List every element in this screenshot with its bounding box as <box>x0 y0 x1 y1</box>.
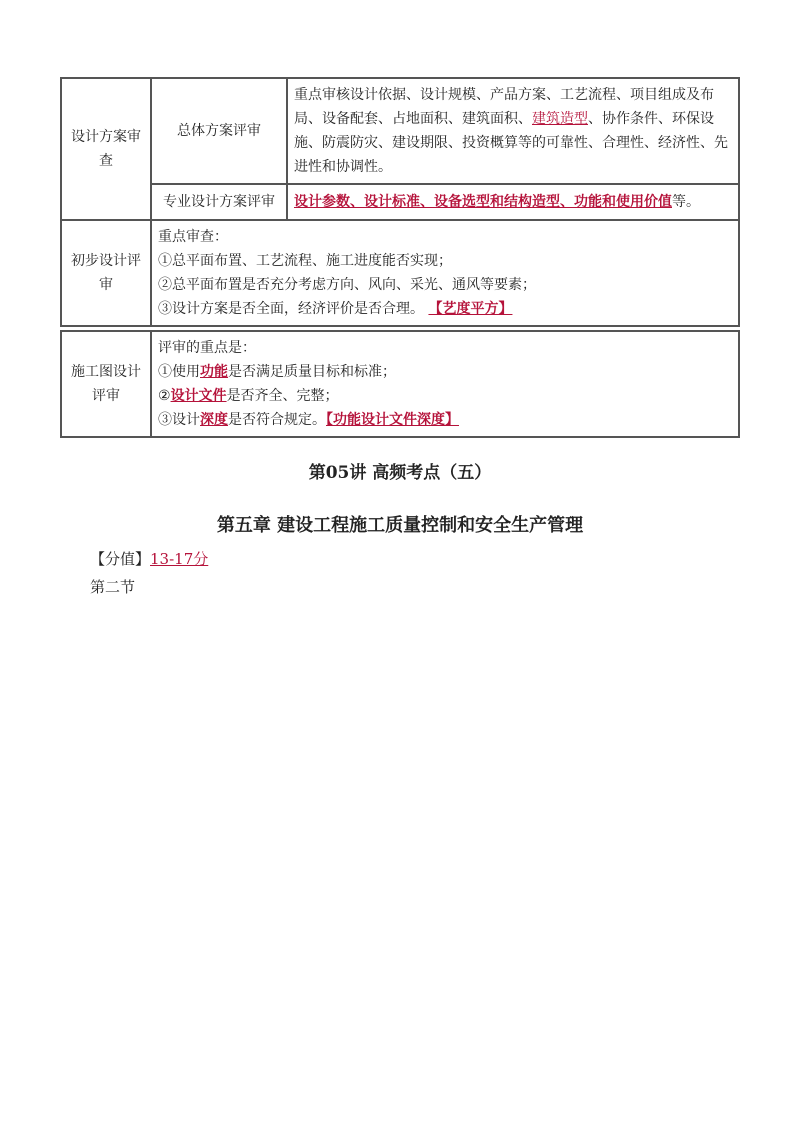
specialty-suffix: 等。 <box>672 194 700 210</box>
score-line <box>90 548 208 569</box>
mnemonic-tag-1: 【艺度平方】 <box>428 301 513 317</box>
chapter-title: 第五章 建设工程施工质量控制和安全生产管理 <box>216 515 584 536</box>
highlight-design-docs: 设计文件 <box>170 388 227 404</box>
category-preliminary-review: 初步设计评审 <box>61 220 151 326</box>
specialty-scheme-label: 专业设计方案评审 <box>151 184 287 220</box>
drawing-item-3: ③设计深度是否符合规定。【功能设计文件深度】 <box>158 412 459 428</box>
preliminary-item-2: ②总平面布置是否充分考虑方向、风向、采光、通风等要素； <box>158 277 536 293</box>
overall-scheme-content <box>287 78 739 184</box>
preliminary-item-1: ①总平面布置、工艺流程、施工进度能否实现； <box>158 253 452 269</box>
category-construction-drawing-review: 施工图设计评审 <box>61 331 151 437</box>
score-label: 【分值】 <box>90 550 151 568</box>
overall-text-a: 重点审核设计依据、设计规模、产品方案、工艺流程、项目组成及布局、设备配套、占地面积、建筑面积、 <box>294 87 714 127</box>
construction-drawing-content <box>151 331 739 437</box>
mnemonic-tag-2: 【功能设计文件深度】 <box>326 412 459 428</box>
highlight-depth: 深度 <box>200 412 228 428</box>
construction-drawing-review-table <box>60 330 740 438</box>
category-design-scheme-review: 设计方案审查 <box>61 78 151 220</box>
highlight-function: 功能 <box>200 364 228 380</box>
lecture-title: 第05讲 高频考点（五） <box>308 463 492 483</box>
design-review-table <box>60 77 740 327</box>
overall-scheme-label: 总体方案评审 <box>151 78 287 184</box>
drawing-item-1: ①使用功能是否满足质量目标和标准； <box>158 364 396 380</box>
highlight-building-form: 建筑造型 <box>532 111 588 127</box>
score-value: 13-17分 <box>150 550 209 568</box>
highlight-specialty: 设计参数、设计标准、设备选型和结构造型、功能和使用价值 <box>294 194 672 210</box>
preliminary-review-content <box>151 220 739 326</box>
drawing-intro: 评审的重点是： <box>158 340 256 356</box>
preliminary-item-3: ③设计方案是否全面，经济评价是否合理。 【艺度平方】 <box>158 301 513 317</box>
specialty-scheme-content <box>287 184 739 220</box>
overall-text-b: 、协作条件、环保设施、防震防灾、建设期限、投资概算等的可靠性、合理性、经济性、先进性和协调性。 <box>294 111 728 175</box>
drawing-item-2: ②设计文件是否齐全、完整； <box>158 388 339 404</box>
section-label: 第二节 <box>90 578 136 596</box>
preliminary-intro: 重点审查： <box>158 229 228 245</box>
